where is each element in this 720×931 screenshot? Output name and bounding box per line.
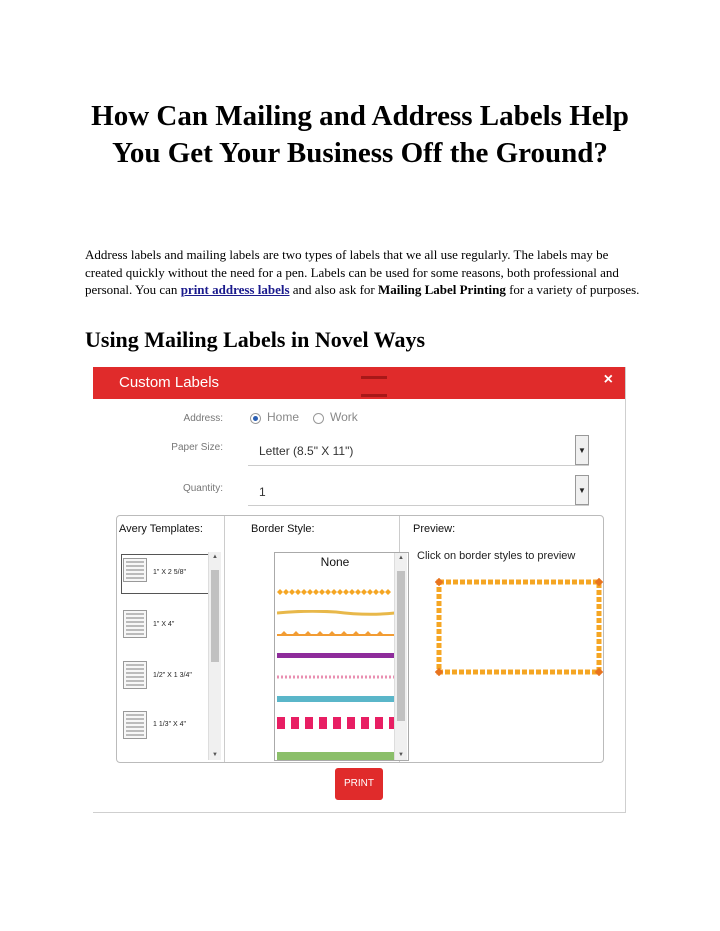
dialog-title: Custom Labels (119, 374, 220, 391)
border-option-gold-sweep[interactable] (277, 610, 395, 616)
border-style-title: Border Style: (251, 523, 315, 535)
print-button[interactable]: PRINT (335, 768, 383, 800)
template-label-3: 1/2" X 1 3/4" (153, 672, 192, 679)
address-label: Address: (183, 413, 223, 424)
template-item-4[interactable] (123, 711, 147, 739)
border-option-magenta-blocks[interactable] (277, 717, 395, 729)
template-label-1: 1" X 2 5/8" (153, 569, 186, 576)
dialog-header (93, 367, 625, 399)
template-item-3[interactable] (123, 661, 147, 689)
scroll-up-icon[interactable]: ▲ (212, 554, 218, 560)
paper-size-value: Letter (8.5" X 11") (259, 444, 354, 458)
column-divider (224, 516, 225, 762)
print-address-labels-link[interactable]: print address labels (180, 282, 290, 297)
scroll-down-icon[interactable]: ▼ (212, 752, 218, 758)
paper-size-select[interactable] (248, 435, 589, 466)
preview-title: Preview: (413, 523, 456, 535)
scroll-thumb[interactable] (397, 571, 405, 721)
quantity-value: 1 (259, 485, 266, 499)
border-option-purple[interactable] (277, 653, 395, 658)
border-style-scrollbar[interactable] (394, 553, 407, 760)
border-option-pink-dots[interactable] (277, 675, 395, 679)
quantity-label: Quantity: (182, 483, 223, 494)
border-option-diamonds[interactable] (277, 589, 395, 595)
paper-size-label: Paper Size: (171, 442, 223, 453)
intro-text-1: Address labels and mailing labels are two types of labels that we all use regularly. The labels may be created quickly without the need for a pen. Labels can be used for some reasons, both professional and personal. You can (85, 247, 619, 297)
options-panel (116, 515, 604, 763)
address-work-radio[interactable] (313, 413, 324, 424)
chevron-down-icon[interactable]: ▼ (575, 435, 589, 465)
border-option-teal[interactable] (277, 696, 395, 702)
template-label-4: 1 1/3" X 4" (153, 721, 186, 728)
document-title: How Can Mailing and Address Labels Help You Get Your Business Off the Ground? (91, 100, 629, 169)
scroll-thumb[interactable] (211, 570, 219, 662)
quantity-select[interactable] (248, 475, 589, 506)
close-icon[interactable]: × (603, 371, 613, 388)
custom-labels-dialog (93, 367, 626, 813)
template-item-1[interactable] (123, 558, 147, 582)
scroll-down-icon[interactable]: ▼ (398, 752, 404, 758)
address-home-radio[interactable] (250, 413, 261, 424)
avery-templates-title: Avery Templates: (119, 523, 203, 535)
preview-hint: Click on border styles to preview (417, 550, 576, 562)
border-option-triangles[interactable] (277, 631, 395, 637)
header-tabs (361, 366, 433, 370)
intro-paragraph (85, 246, 645, 299)
scroll-up-icon[interactable]: ▲ (398, 555, 404, 561)
intro-bold: Mailing Label Printing (377, 282, 506, 297)
border-style-list[interactable] (274, 552, 409, 761)
templates-scrollbar[interactable] (208, 552, 221, 760)
template-label-2: 1" X 4" (153, 621, 175, 628)
border-option-green[interactable] (277, 752, 395, 760)
intro-text-3: for a variety of purposes. (505, 282, 640, 297)
chevron-down-icon[interactable]: ▼ (575, 475, 589, 505)
preview-border-frame (435, 578, 603, 676)
address-work-label: Work (330, 410, 358, 424)
section-heading: Using Mailing Labels in Novel Ways (85, 327, 426, 352)
intro-text-2: and also ask for (289, 282, 378, 297)
template-item-2[interactable] (123, 610, 147, 638)
address-home-label: Home (267, 410, 300, 424)
border-option-none[interactable]: None (320, 555, 350, 569)
